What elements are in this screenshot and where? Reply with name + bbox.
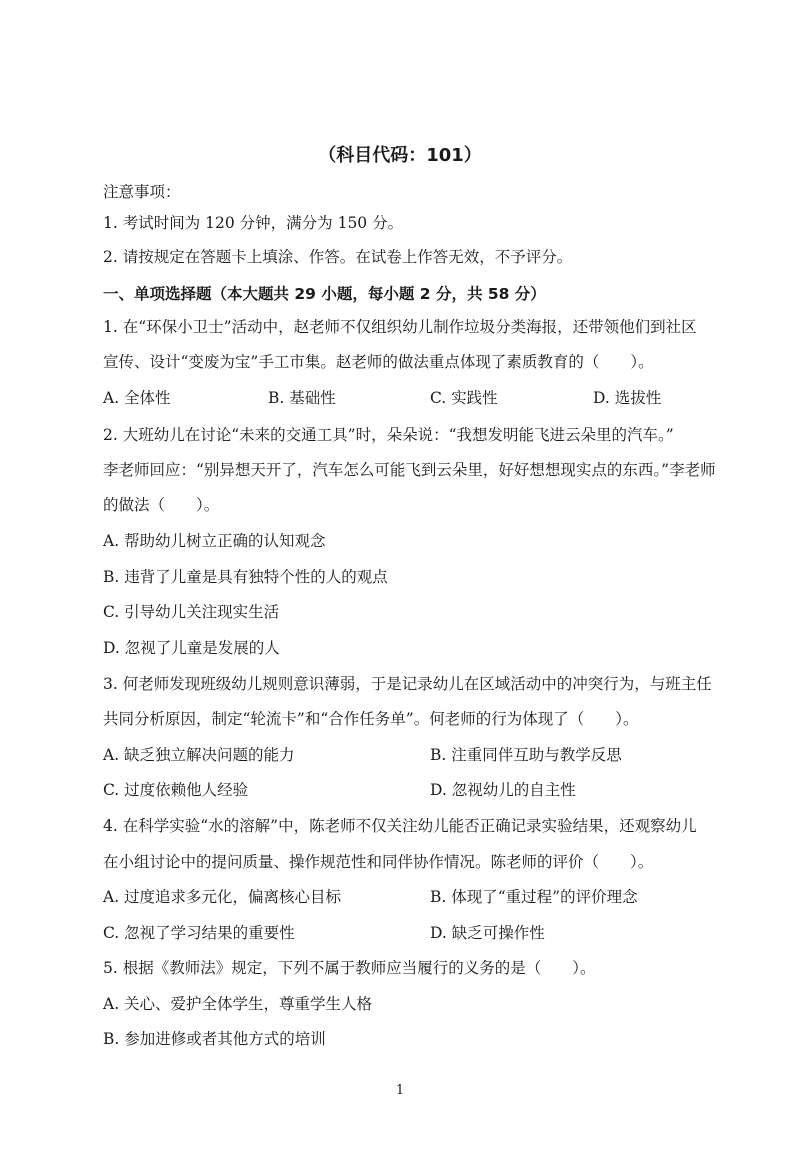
question-3-option-c: C. 过度依赖他人经验	[103, 781, 249, 799]
notes-title: 注意事项：	[103, 183, 181, 201]
subject-code-title: （科目代码：101）	[318, 145, 482, 166]
question-2-line-1: 2. 大班幼儿在讨论“未来的交通工具”时，朵朵说：“我想发明能飞进云朵里的汽车。”	[103, 426, 674, 444]
question-4-option-d: D. 缺乏可操作性	[430, 924, 545, 942]
question-4-option-b: B. 体现了“重过程”的评价理念	[430, 888, 638, 906]
question-4-option-c: C. 忽视了学习结果的重要性	[103, 924, 295, 942]
notes-item-1: 1. 考试时间为 120 分钟，满分为 150 分。	[103, 214, 404, 232]
question-1-option-d: D. 选拔性	[593, 389, 662, 407]
question-2-line-3: 的做法（ ）。	[103, 496, 220, 514]
page-number: 1	[395, 1083, 405, 1098]
question-4-line-2: 在小组讨论中的提问质量、操作规范性和同伴协作情况。陈老师的评价（ ）。	[103, 853, 654, 871]
question-5-line-1: 5. 根据《教师法》规定，下列不属于教师应当履行的义务的是（ ）。	[103, 959, 596, 977]
question-5-option-b: B. 参加进修或者其他方式的培训	[103, 1030, 326, 1048]
question-1-option-a: A. 全体性	[103, 389, 171, 407]
question-2-option-a: A. 帮助幼儿树立正确的认知观念	[103, 532, 326, 550]
question-2-line-2: 李老师回应：“别异想天开了，汽车怎么可能飞到云朵里，好好想想现实点的东西。”李老师	[103, 461, 716, 479]
question-1-line-1: 1. 在“环保小卫士”活动中，赵老师不仅组织幼儿制作垃圾分类海报，还带领他们到社区	[103, 318, 697, 336]
question-1-option-c: C. 实践性	[430, 389, 498, 407]
question-2-option-b: B. 违背了儿童是具有独特个性的人的观点	[103, 568, 388, 586]
question-1-line-2: 宣传、设计“变废为宝”手工市集。赵老师的做法重点体现了素质教育的（ ）。	[103, 353, 654, 371]
notes-item-2: 2. 请按规定在答题卡上填涂、作答。在试卷上作答无效，不予评分。	[103, 248, 573, 266]
question-4-option-a: A. 过度追求多元化，偏离核心目标	[103, 888, 342, 906]
question-2-option-c: C. 引导幼儿关注现实生活	[103, 603, 280, 621]
question-3-option-a: A. 缺乏独立解决问题的能力	[103, 746, 295, 764]
question-4-line-1: 4. 在科学实验“水的溶解”中，陈老师不仅关注幼儿能否正确记录实验结果，还观察幼儿	[103, 817, 697, 835]
question-2-option-d: D. 忽视了儿童是发展的人	[103, 639, 280, 657]
question-3-option-b: B. 注重同伴互助与教学反思	[430, 746, 622, 764]
question-1-option-b: B. 基础性	[268, 389, 336, 407]
question-3-line-1: 3. 何老师发现班级幼儿规则意识薄弱，于是记录幼儿在区域活动中的冲突行为，与班主任	[103, 675, 712, 693]
question-3-option-d: D. 忽视幼儿的自主性	[430, 781, 576, 799]
question-5-option-a: A. 关心、爱护全体学生，尊重学生人格	[103, 995, 373, 1013]
section-title: 一、单项选择题（本大题共 29 小题，每小题 2 分，共 58 分）	[103, 285, 546, 303]
question-3-line-2: 共同分析原因，制定“轮流卡”和“合作任务单”。何老师的行为体现了（ ）。	[103, 710, 639, 728]
